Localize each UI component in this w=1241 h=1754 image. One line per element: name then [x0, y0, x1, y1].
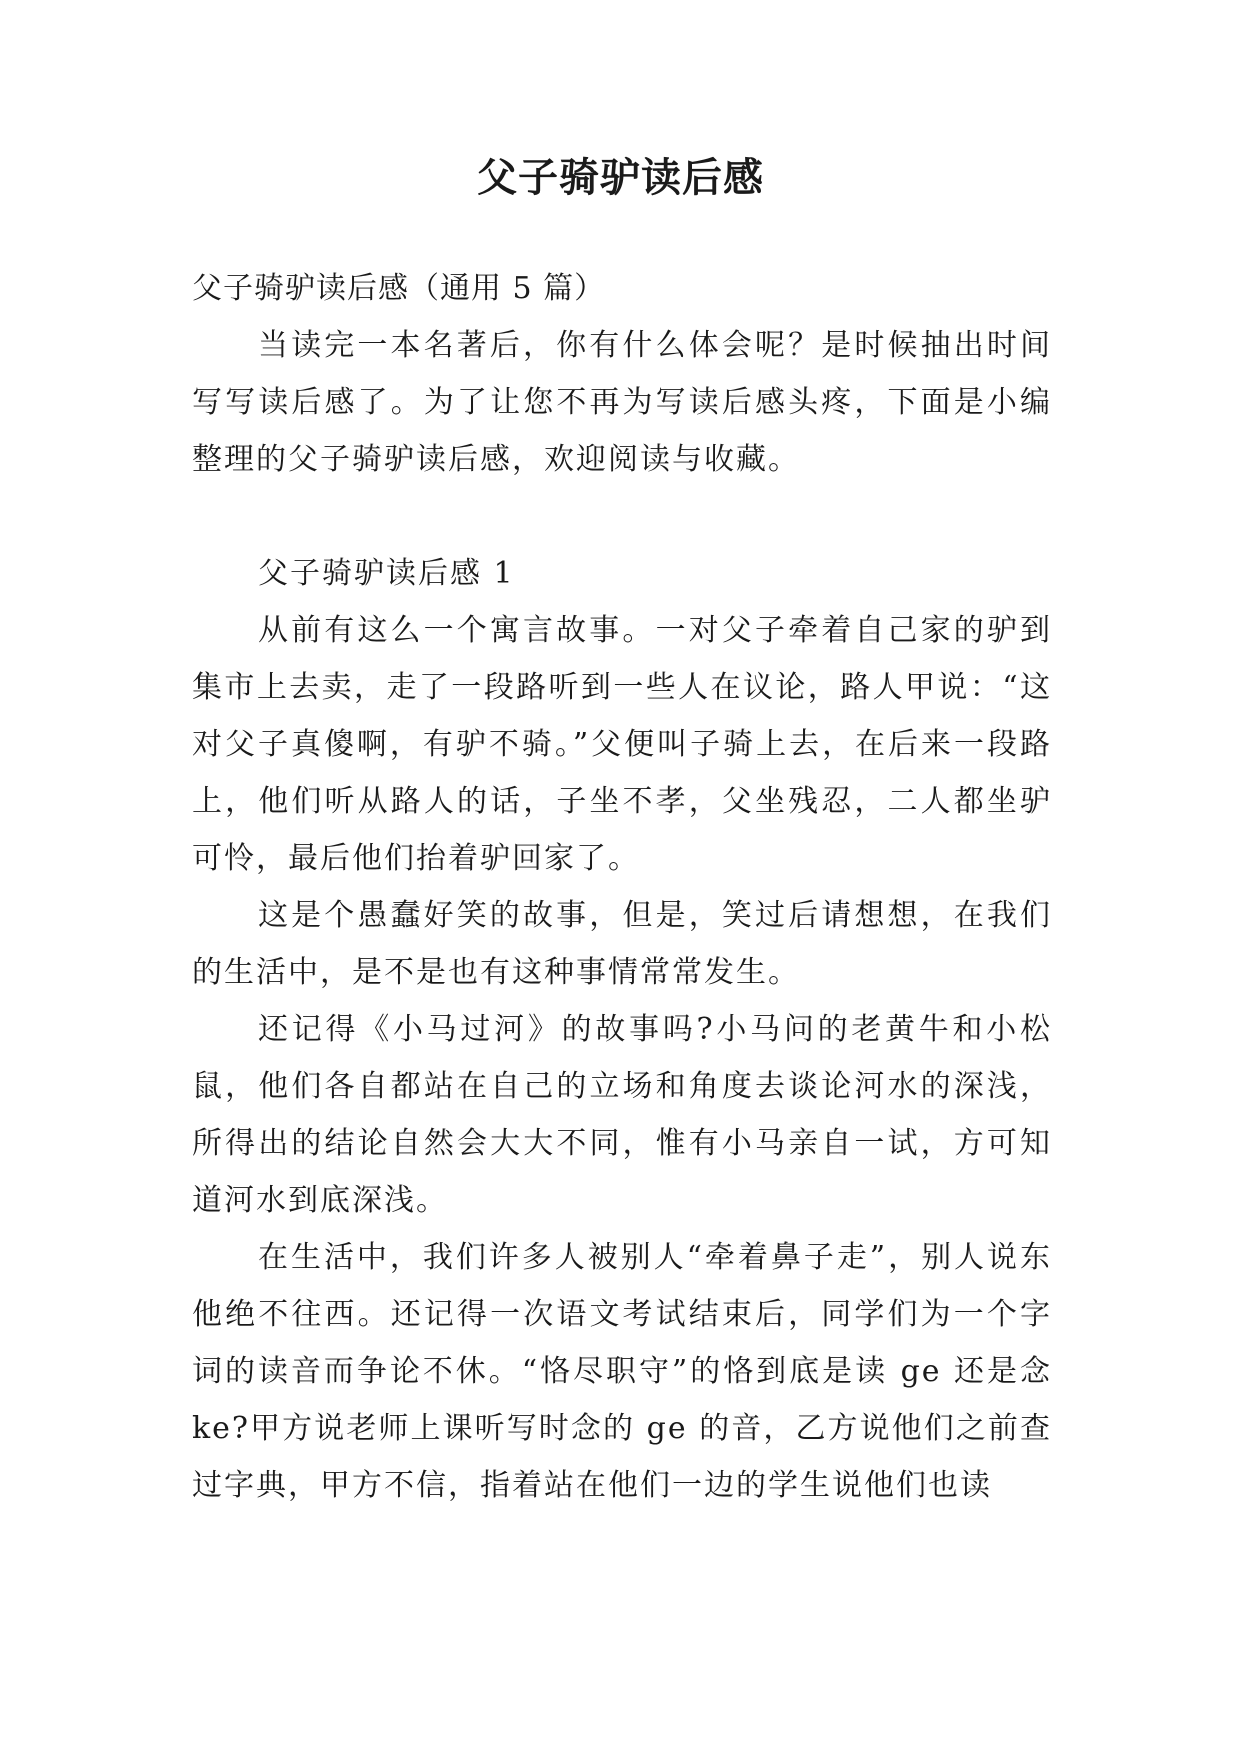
- intro-paragraph: 当读完一本名著后，你有什么体会呢？是时候抽出时间写写读后感了。为了让您不再为写读后感头疼，下面是小编整理的父子骑驴读后感，欢迎阅读与收藏。: [192, 328, 1052, 477]
- document-title: 父子骑驴读后感: [477, 155, 764, 201]
- body-paragraph: 这是个愚蠢好笑的故事，但是，笑过后请想想，在我们的生活中，是不是也有这种事情常常发生。: [192, 898, 1052, 990]
- body-paragraph: 还记得《小马过河》的故事吗?小马问的老黄牛和小松鼠，他们各自都站在自己的立场和角度去谈论河水的深浅，所得出的结论自然会大大不同，惟有小马亲自一试，方可知道河水到底深浅。: [192, 1012, 1052, 1218]
- section-heading: 父子骑驴读后感 1: [258, 556, 515, 591]
- document-subtitle: 父子骑驴读后感（通用 5 篇）: [192, 271, 606, 306]
- document-body: [192, 260, 1052, 1514]
- body-paragraph: 从前有这么一个寓言故事。一对父子牵着自己家的驴到集市上去卖，走了一段路听到一些人在议论，路人甲说：“这对父子真傻啊，有驴不骑。”父便叫子骑上去，在后来一段路上，他们听从路人的话，子坐不孝，父坐残忍，二人都坐驴可怜，最后他们抬着驴回家了。: [192, 613, 1052, 876]
- body-paragraph: 在生活中，我们许多人被别人“牵着鼻子走”，别人说东他绝不往西。还记得一次语文考试结束后，同学们为一个字词的读音而争论不休。“恪尽职守”的恪到底是读 ge 还是念 ke?甲方说老师上课听写时念的 ge 的音，乙方说他们之前查过字典，甲方不信，指着站在他们一边的学生说他们也读: [192, 1240, 1052, 1503]
- paragraph-spacer: [192, 488, 1052, 545]
